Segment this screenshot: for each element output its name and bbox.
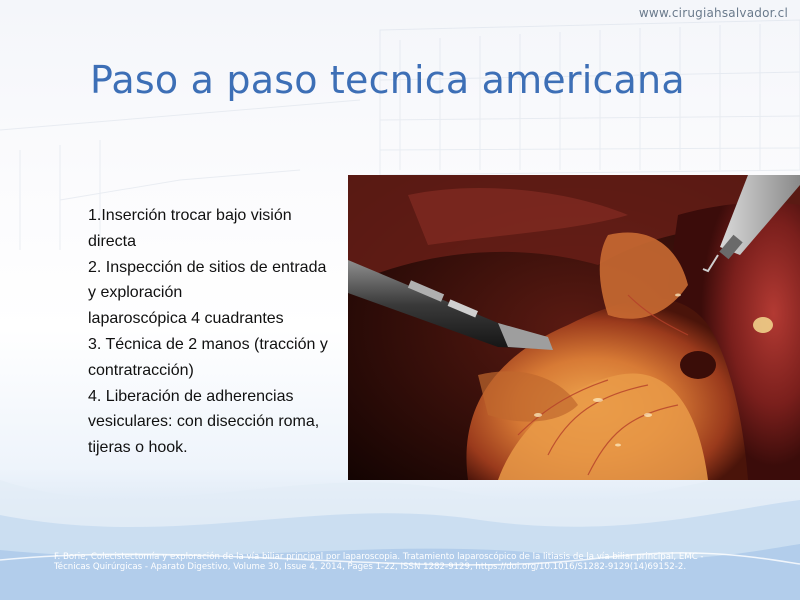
site-url: www.cirugiahsalvador.cl xyxy=(638,6,788,20)
step-line: 1.Inserción trocar bajo visión xyxy=(88,207,292,224)
steps-list xyxy=(88,203,350,461)
laparoscopic-photo xyxy=(348,175,800,480)
step-line: 2. Inspección de sitios de entrada xyxy=(88,258,327,276)
step-line: directa xyxy=(88,232,137,250)
step-line: tijeras o hook. xyxy=(88,439,188,457)
step-line: laparoscópica 4 cuadrantes xyxy=(88,310,284,328)
step-line: y exploración xyxy=(88,284,183,302)
citation-line: F. Borie, Colecistectomía y exploración de la vía biliar principal por laparoscopia. Tratamiento laparoscópico de la litiasis de la vía biliar principal, EMC - xyxy=(54,552,704,562)
citation-line: Técnicas Quirúrgicas - Aparato Digestivo, Volume 30, Issue 4, 2014, Pages 1-22, ISSN 1282-9129, https://doi.org/10.1016/S1282-9129(14)69152-2. xyxy=(54,562,687,572)
step-line: contratracción) xyxy=(88,361,194,379)
slide-title: Paso a paso tecnica americana xyxy=(90,58,685,102)
step-line: 4. Liberación de adherencias xyxy=(88,387,294,405)
step-line: 3. Técnica de 2 manos (tracción y xyxy=(88,335,328,353)
citation xyxy=(54,552,754,572)
step-line: vesiculares: con disección roma, xyxy=(88,413,320,431)
